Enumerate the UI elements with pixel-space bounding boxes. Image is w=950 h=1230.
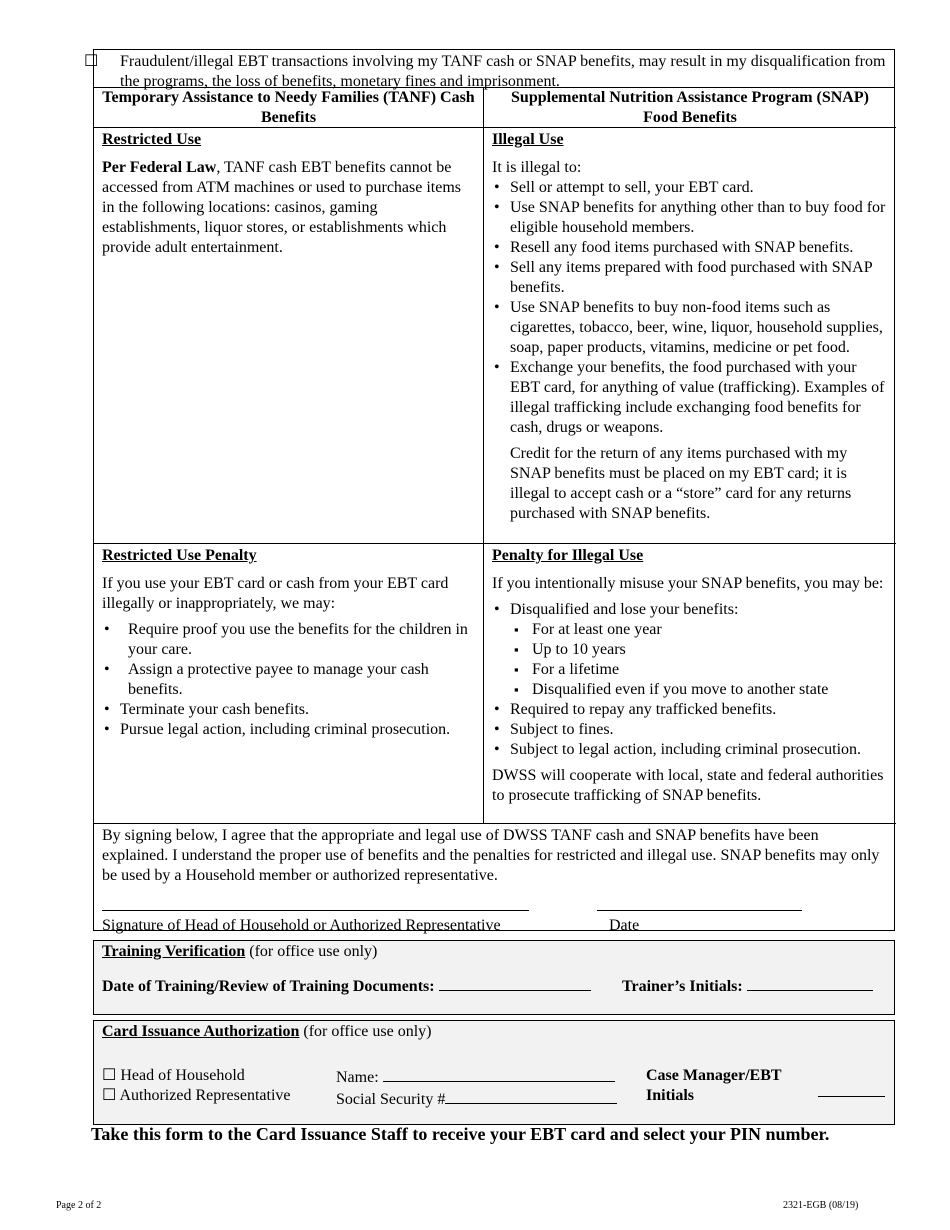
fraud-notice-label: Fraudulent/illegal EBT transactions involving my TANF cash or SNAP benefits, may result in my disqualification from the programs, the loss of benefits, monetary fines and imprisonment. <box>120 53 886 90</box>
list-item: • Sell any items prepared with food purchased with SNAP benefits. <box>492 258 888 298</box>
card-issuance-authorization <box>93 1020 895 1125</box>
illegal-use-intro: It is illegal to: <box>492 159 582 176</box>
list-item: ▪ Up to 10 years <box>492 640 888 660</box>
illegal-penalty-list <box>492 600 888 760</box>
trainer-initials-label: Trainer’s Initials: <box>622 978 743 995</box>
name-label: Name: <box>336 1069 379 1086</box>
authorized-rep-option[interactable] <box>102 1086 291 1106</box>
list-item: • Subject to legal action, including criminal prosecution. <box>492 740 888 760</box>
disqualified-list <box>492 620 888 700</box>
benefits-table <box>93 88 895 824</box>
date-label: Date <box>609 917 640 934</box>
case-manager-initials-field[interactable] <box>818 1081 885 1097</box>
case-manager-label-line2: Initials <box>646 1087 695 1104</box>
fraud-checkbox[interactable]: ☐ <box>84 53 99 70</box>
issuance-title: Card Issuance Authorization <box>102 1023 300 1040</box>
ssn-label: Social Security # <box>336 1091 446 1108</box>
return-credit-note: Credit for the return of any items purchased with my SNAP benefits must be placed on my EBT card; it is illegal to accept cash or a “store” card for any returns purchased with SNAP benefits. <box>510 445 852 522</box>
signature-lines <box>102 898 886 942</box>
signature-field[interactable] <box>102 910 529 911</box>
training-date-row <box>102 975 591 997</box>
training-date-label: Date of Training/Review of Training Documents: <box>102 978 435 995</box>
restricted-penalty-title: Restricted Use Penalty <box>102 547 257 564</box>
snap-penalty <box>484 544 896 824</box>
recipient-fields <box>336 1066 617 1110</box>
illegal-penalty-intro: If you intentionally misuse your SNAP benefits, you may be: <box>492 575 884 592</box>
name-row <box>336 1066 617 1088</box>
training-note: (for office use only) <box>249 943 378 960</box>
dwss-cooperation-note: DWSS will cooperate with local, state and federal authorities to prosecute trafficking of SNAP benefits. <box>492 767 884 804</box>
list-item: • Resell any food items purchased with SNAP benefits. <box>492 238 888 258</box>
case-manager-label <box>646 1066 782 1106</box>
tanf-penalty <box>94 544 484 824</box>
list-item: • Pursue legal action, including criminal prosecution. <box>102 720 475 740</box>
head-of-household-checkbox[interactable]: ☐ <box>102 1067 117 1084</box>
tanf-header: Temporary Assistance to Needy Families (TANF) Cash Benefits <box>94 88 484 128</box>
fraud-notice-text <box>84 52 886 92</box>
snap-header: Supplemental Nutrition Assistance Program (SNAP) Food Benefits <box>484 88 896 128</box>
authorized-rep-label: Authorized Representative <box>119 1087 291 1104</box>
page-number: Page 2 of 2 <box>56 1200 102 1211</box>
list-item: ▪ Disqualified even if you move to another state <box>492 680 888 700</box>
issuance-title-row <box>102 1022 886 1042</box>
final-instruction: Take this form to the Card Issuance Staff to receive your EBT card and select your PIN number. <box>91 1124 830 1144</box>
training-title: Training Verification <box>102 943 246 960</box>
list-item: • Sell or attempt to sell, your EBT card. <box>492 178 888 198</box>
tanf-restricted-use <box>94 128 484 544</box>
training-verification <box>93 940 895 1015</box>
ssn-field[interactable] <box>445 1088 617 1104</box>
authorized-rep-checkbox[interactable]: ☐ <box>102 1087 117 1104</box>
agreement-text: By signing below, I agree that the appropriate and legal use of DWSS TANF cash and SNAP benefits have been explained. I understand the proper use of benefits and the penalties for restricted and illegal use. SNAP benefits may only be used by a Household member or authorized representative. <box>102 827 880 884</box>
list-item: ▪ For a lifetime <box>492 660 888 680</box>
restricted-use-title: Restricted Use <box>102 131 202 148</box>
list-item <box>492 600 888 700</box>
federal-law-label: Per Federal Law <box>102 159 217 176</box>
list-item: • Require proof you use the benefits for the children in your care. <box>102 620 475 660</box>
list-item: • Use SNAP benefits to buy non-food items such as cigarettes, tobacco, beer, wine, liquor, household supplies, soap, paper products, vitamins, medicine or pet food. <box>492 298 888 358</box>
list-item: • Terminate your cash benefits. <box>102 700 475 720</box>
list-item: • Subject to fines. <box>492 720 888 740</box>
fraud-notice <box>84 49 895 90</box>
list-item: • Assign a protective payee to manage your cash benefits. <box>102 660 475 700</box>
case-manager-label-line1: Case Manager/EBT <box>646 1067 782 1084</box>
name-field[interactable] <box>383 1066 615 1082</box>
restricted-use-text <box>102 158 475 258</box>
issuance-note: (for office use only) <box>303 1023 432 1040</box>
restricted-penalty-intro: If you use your EBT card or cash from your EBT card illegally or inappropriately, we may: <box>102 575 449 612</box>
signature-label: Signature of Head of Household or Authorized Representative <box>102 917 501 934</box>
ssn-row <box>336 1088 617 1110</box>
head-of-household-option[interactable] <box>102 1066 291 1086</box>
list-item: • Required to repay any trafficked benefits. <box>492 700 888 720</box>
training-title-row <box>102 942 886 962</box>
snap-illegal-use <box>484 128 896 544</box>
trainer-initials-field[interactable] <box>747 975 873 991</box>
restricted-use-body: , TANF cash EBT benefits cannot be accessed from ATM machines or used to purchase items in the following locations: casinos, gaming establishments, liquor stores, or establishments which provide adult entertainment. <box>102 159 462 256</box>
illegal-use-title: Illegal Use <box>492 131 564 148</box>
list-item: ▪ For at least one year <box>492 620 888 640</box>
illegal-use-list <box>492 178 888 438</box>
restricted-penalty-list <box>102 620 475 740</box>
signature-section <box>93 824 895 934</box>
list-item: • Exchange your benefits, the food purchased with your EBT card, for anything of value (trafficking). Examples of illegal trafficking include exchanging food benefits for cash, drugs or weapons. <box>492 358 888 438</box>
trainer-initials-row <box>622 975 873 997</box>
illegal-penalty-title: Penalty for Illegal Use <box>492 547 644 564</box>
head-of-household-label: Head of Household <box>120 1067 245 1084</box>
recipient-type-options <box>102 1066 291 1106</box>
training-date-field[interactable] <box>439 975 591 991</box>
disqualified-label: Disqualified and lose your benefits: <box>510 601 739 618</box>
list-item: • Use SNAP benefits for anything other than to buy food for eligible household members. <box>492 198 888 238</box>
date-field[interactable] <box>597 910 802 911</box>
form-page <box>84 49 895 1125</box>
form-code: 2321-EGB (08/19) <box>783 1200 859 1211</box>
